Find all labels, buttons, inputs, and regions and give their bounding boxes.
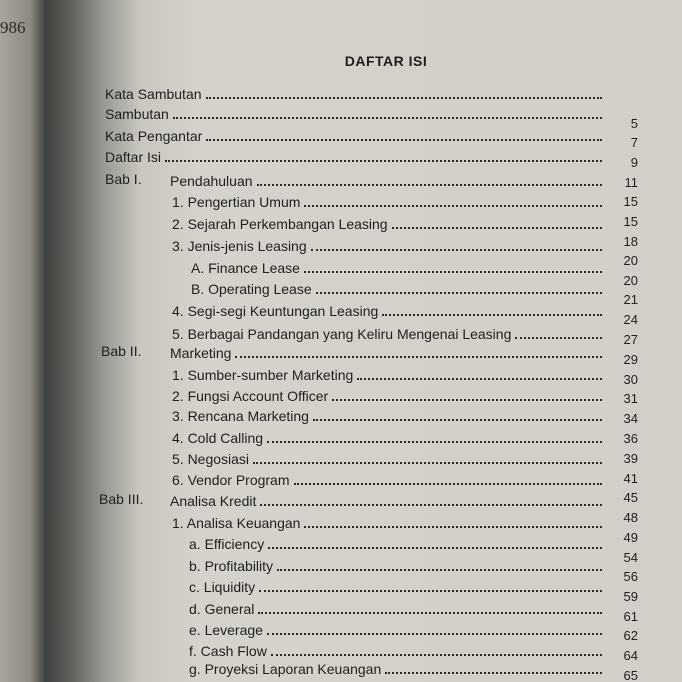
toc-entry [172, 301, 602, 319]
page-number: 54 [623, 550, 638, 565]
toc-entry-label: 4. Cold Calling [172, 430, 264, 446]
toc-entry [189, 534, 602, 552]
page-number: 41 [623, 471, 638, 486]
toc-entry [189, 641, 602, 659]
page-number: 21 [623, 292, 638, 307]
page-number: 34 [623, 411, 638, 426]
page-number: 15 [623, 194, 638, 209]
toc-entry [191, 279, 602, 297]
toc-entry [172, 236, 602, 254]
page-number: 30 [623, 372, 638, 387]
toc-entry-label: 2. Sejarah Perkembangan Leasing [172, 216, 388, 232]
toc-leader-dots [268, 547, 602, 549]
toc-entry-label: Sambutan [105, 106, 169, 122]
toc-entry-label: Kata Pengantar [105, 128, 203, 144]
toc-entry-label: f. Cash Flow [189, 643, 267, 659]
toc-leader-dots [173, 117, 602, 119]
toc-entry-label: 5. Berbagai Pandangan yang Keliru Mengenai Leasing [172, 326, 512, 342]
toc-entry-label: g. Proyeksi Laporan Keuangan [189, 661, 382, 677]
page-number: 18 [623, 234, 638, 249]
page-number: 31 [623, 391, 638, 406]
toc-entry-label: a. Efficiency [189, 536, 265, 552]
toc-entry [105, 104, 602, 122]
toc-leader-dots [257, 184, 602, 186]
page-number: 15 [623, 214, 638, 229]
page-number: 39 [623, 451, 638, 466]
toc-entry [189, 556, 602, 574]
toc-entry [172, 406, 602, 424]
page-number: 27 [623, 332, 638, 347]
toc-entry [172, 386, 602, 404]
toc-entry-label: 1. Sumber-sumber Marketing [172, 367, 354, 383]
toc-entry [172, 428, 602, 446]
page-number: 64 [623, 648, 638, 663]
toc-entry-label: Pendahuluan [170, 173, 253, 189]
toc-leader-dots [313, 419, 602, 421]
toc-entry [172, 470, 602, 488]
page-number: 65 [623, 668, 638, 682]
toc-entry [172, 214, 602, 232]
toc-entry-label: Marketing [170, 345, 232, 361]
toc-leader-dots [316, 292, 602, 294]
toc-leader-dots [294, 483, 602, 485]
toc-entry-label: 3. Rencana Marketing [172, 408, 309, 424]
page-number: 48 [623, 510, 638, 525]
page-number: 56 [623, 569, 638, 584]
page-number: 29 [623, 352, 638, 367]
toc-leader-dots [385, 672, 602, 674]
page-title: DAFTAR ISI [344, 53, 428, 69]
page-number: 61 [623, 609, 638, 624]
toc-entry-label: 4. Segi-segi Keuntungan Leasing [172, 303, 379, 319]
toc-leader-dots [515, 337, 602, 339]
toc-entry [170, 491, 602, 509]
page-number: 49 [623, 530, 638, 545]
toc-entry [172, 449, 602, 467]
toc-entry [191, 258, 602, 276]
toc-entry-label: Daftar Isi [105, 149, 162, 165]
page-number: 11 [624, 175, 638, 190]
toc-leader-dots [260, 504, 602, 506]
toc-entry-label: 2. Fungsi Account Officer [172, 388, 329, 404]
toc-leader-dots [304, 526, 602, 528]
toc-leader-dots [165, 160, 602, 162]
toc-entry-label: d. General [189, 601, 255, 617]
toc-entry [170, 171, 602, 189]
page-number: 5 [630, 116, 638, 131]
toc-leader-dots [235, 356, 602, 358]
toc-entry-label: b. Profitability [189, 558, 274, 574]
toc-entry [105, 84, 602, 102]
toc-leader-dots [258, 612, 602, 614]
toc-leader-dots [357, 378, 602, 380]
toc-leader-dots [332, 399, 602, 401]
page-number: 20 [623, 253, 638, 268]
toc-leader-dots [206, 97, 602, 99]
toc-entry [189, 599, 602, 617]
toc-entry-label: Analisa Kredit [170, 493, 257, 509]
toc-entry [172, 324, 602, 342]
toc-entry-label: Kata Sambutan [105, 86, 202, 102]
page-number: 24 [623, 312, 638, 327]
toc-entry [189, 577, 602, 595]
toc-entry [105, 147, 602, 165]
chapter-label: Bab I. [105, 171, 142, 187]
toc-entry [172, 513, 602, 531]
page-number: 7 [630, 135, 638, 150]
page-number: 59 [623, 589, 638, 604]
toc-entry-label: 6. Vendor Program [172, 472, 290, 488]
page-number: 20 [623, 273, 638, 288]
toc-entry-label: 1. Pengertian Umum [172, 194, 301, 210]
toc-entry-label: 1. Analisa Keuangan [172, 515, 301, 531]
toc-entry [105, 126, 602, 144]
chapter-label: Bab III. [99, 491, 144, 507]
toc-entry [172, 192, 602, 210]
toc-entry-label: A. Finance Lease [191, 260, 300, 276]
toc-entry [189, 620, 602, 638]
toc-entry-label: 3. Jenis-jenis Leasing [172, 238, 307, 254]
toc-leader-dots [311, 249, 602, 251]
toc-leader-dots [392, 227, 602, 229]
toc-leader-dots [267, 633, 602, 635]
toc-leader-dots [206, 139, 602, 141]
toc-entry-label: e. Leverage [189, 622, 263, 638]
toc-leader-dots [267, 441, 602, 443]
page-number: 9 [630, 155, 638, 170]
toc-leader-dots [304, 205, 602, 207]
toc-entry-label: 5. Negosiasi [172, 451, 250, 467]
toc-entry [170, 343, 602, 361]
toc-entry [172, 365, 602, 383]
page-number: 45 [623, 490, 638, 505]
toc-entry-label: c. Liquidity [189, 579, 256, 595]
page-number: 62 [623, 628, 638, 643]
toc-leader-dots [253, 462, 602, 464]
toc-leader-dots [277, 569, 602, 571]
toc-leader-dots [259, 590, 602, 592]
toc-entry-label: B. Operating Lease [191, 281, 312, 297]
toc-leader-dots [304, 271, 602, 273]
page-number: 36 [623, 431, 638, 446]
toc-leader-dots [382, 314, 602, 316]
toc-leader-dots [271, 654, 602, 656]
chapter-label: Bab II. [101, 343, 142, 359]
previous-page-number: 986 [0, 18, 26, 37]
toc-entry [189, 659, 602, 677]
